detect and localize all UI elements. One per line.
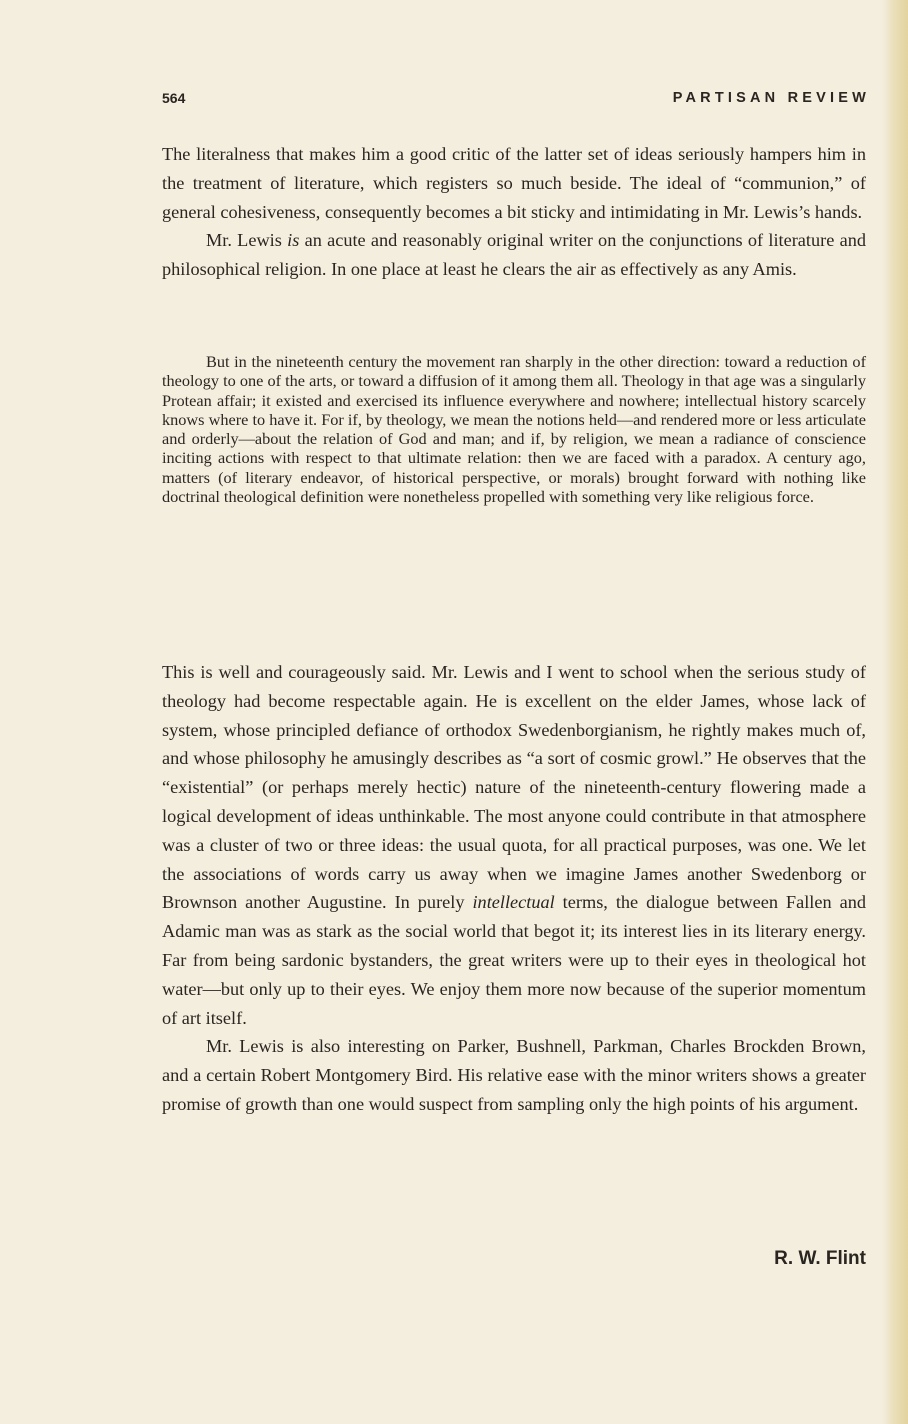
quotation-text: But in the nineteenth century the movement ran sharply in the other direction: toward a reduction of theology to one of the arts, or toward a diffusion of it among them all. Theology in that age was a singularly Protean affair; it existed and exercised its influence everywhere and nowhere; intellectual history scarcely knows where to have it. For if, by theology, we mean the notions held—and rendered more or less articulate and orderly—about the relation of God and man; and if, by religion, we mean a radiance of conscience inciting actions with respect to that ultimate relation: then we are faced with a paradox. A century ago, matters (of literary endeavor, of historical perspective, or morals) brought forward with nothing like doctrinal theological definition were nonetheless propelled with something very like religious force. [162, 352, 866, 507]
opening-text [162, 140, 866, 284]
paragraph-2-emphasis: is [287, 230, 300, 251]
paragraph-2-text-cont: an acute and reasonably original writer on the conjunctions of literature and philosophical religion. In one place at least he clears the air as effectively as any Amis. [162, 230, 866, 280]
paragraph-3-emphasis: intellectual [472, 892, 555, 913]
page-header [162, 90, 870, 112]
page-edge-shading [882, 0, 908, 1424]
author-signature: R. W. Flint [774, 1248, 866, 1269]
paragraph-1: The literalness that makes him a good critic of the latter set of ideas seriously hampers him in the treatment of literature, which registers so much beside. The ideal of “communion,” of general cohesiveness, consequently becomes a bit sticky and intimidating in Mr. Lewis’s hands. [162, 144, 866, 222]
paragraph-3-text: This is well and courageously said. Mr. Lewis and I went to school when the serious study of theology had become respectable again. He is excellent on the elder James, whose lack of system, whose principled defiance of orthodox Swedenborgianism, he rightly makes much of, and whose philosophy he amusingly describes as “a sort of cosmic growl.” He observes that the “existential” (or perhaps merely hectic) nature of the nineteenth-century flowering made a logical development of ideas unthinkable. The most anyone could contribute in that atmosphere was a cluster of two or three ideas: the usual quota, for all practical purposes, was one. We let the associations of words carry us away when we imagine James another Swedenborg or Brownson another Augustine. In purely [162, 662, 866, 913]
paragraph-3 [162, 658, 866, 1032]
closing-text [162, 658, 866, 1119]
page-number: 564 [162, 90, 186, 106]
paragraph-3-text-cont: terms, the dialogue between Fallen and Adamic man was as stark as the social world that begot it; its interest lies in its literary energy. Far from being sardonic bystanders, the great writers were up to their eyes in theological hot water—but only up to their eyes. We enjoy them more now because of the superior momentum of art itself. [162, 892, 866, 1028]
paragraph-2-text: Mr. Lewis [206, 230, 288, 251]
block-quotation [162, 352, 866, 506]
paragraph-4: Mr. Lewis is also interesting on Parker, Bushnell, Parkman, Charles Brockden Brown, and a certain Robert Montgomery Bird. His relative ease with the minor writers shows a greater promise of growth than one would suspect from sampling only the high points of his argument. [162, 1036, 866, 1114]
paragraph-2 [162, 226, 866, 284]
running-head: PARTISAN REVIEW [672, 90, 870, 106]
